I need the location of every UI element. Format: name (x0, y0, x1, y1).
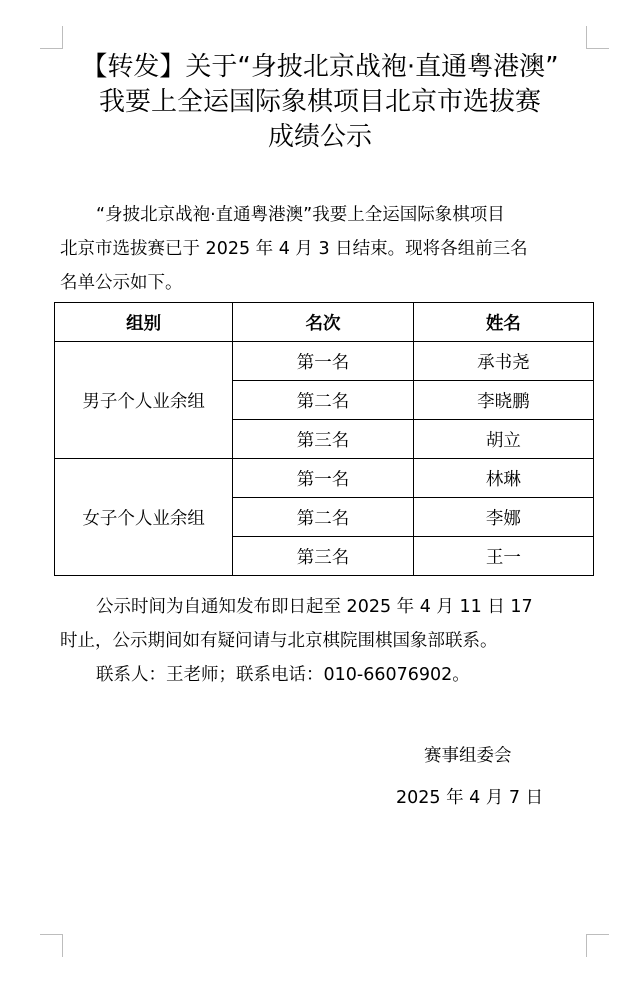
title-line-3: 成绩公示 (267, 122, 372, 152)
title-line-1: 【转发】关于“身披北京战袍·直通粤港澳” (81, 52, 559, 82)
results-table (54, 302, 594, 576)
page-corner-mark-bottom-left (40, 934, 63, 957)
intro-paragraph (60, 198, 600, 300)
player-cell: 胡立 (413, 420, 593, 459)
contact-line: 联系人：王老师；联系电话：010-66076902。 (96, 665, 470, 685)
player-cell: 林琳 (413, 459, 593, 498)
rank-cell: 第三名 (233, 537, 413, 576)
notice-line-1: 公示时间为自通知发布即日起至 2025 年 4 月 11 日 17 (96, 597, 533, 617)
table-header-row (55, 303, 594, 342)
intro-line-1: “身披北京战袍·直通粤港澳”我要上全运国际象棋项目 (96, 205, 505, 225)
table-row (55, 459, 594, 498)
rank-cell: 第一名 (233, 459, 413, 498)
page-corner-mark-top-right (586, 26, 609, 49)
rank-cell: 第一名 (233, 342, 413, 381)
header-rank: 名次 (233, 303, 413, 342)
group-cell-men: 男子个人业余组 (55, 342, 233, 459)
header-name: 姓名 (413, 303, 593, 342)
notice-paragraph (60, 590, 600, 692)
rank-cell: 第二名 (233, 381, 413, 420)
player-cell: 承书尧 (413, 342, 593, 381)
page-corner-mark-bottom-right (586, 934, 609, 957)
player-cell: 李娜 (413, 498, 593, 537)
signature-organizer: 赛事组委会 (424, 746, 512, 766)
signature-date: 2025 年 4 月 7 日 (396, 788, 544, 808)
rank-cell: 第三名 (233, 420, 413, 459)
rank-cell: 第二名 (233, 498, 413, 537)
group-cell-women: 女子个人业余组 (55, 459, 233, 576)
table-row (55, 342, 594, 381)
player-cell: 李晓鹏 (413, 381, 593, 420)
notice-line-2: 时止，公示期间如有疑问请与北京棋院围棋国象部联系。 (60, 631, 498, 651)
intro-line-3: 名单公示如下。 (60, 273, 183, 293)
header-group: 组别 (55, 303, 233, 342)
page-corner-mark-top-left (40, 26, 63, 49)
document-title (40, 50, 600, 155)
player-cell: 王一 (413, 537, 593, 576)
intro-line-2: 北京市选拔赛已于 2025 年 4 月 3 日结束。现将各组前三名 (60, 239, 528, 259)
title-line-2: 我要上全运国际象棋项目北京市选拔赛 (98, 87, 541, 117)
